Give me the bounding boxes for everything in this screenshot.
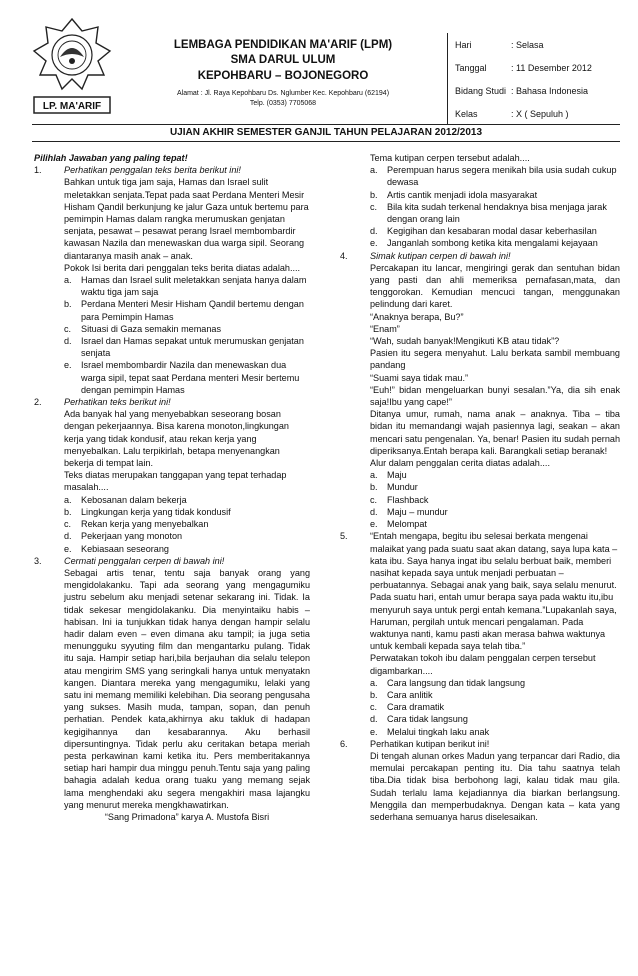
- question-number: 5.: [340, 531, 348, 542]
- story-line: “Wah, sudah banyak!Mengikuti KB atau tidak”?: [370, 336, 560, 347]
- option-text: Cara tidak langsung: [387, 714, 468, 725]
- school-location: KEPOHBARU – BOJONEGORO: [197, 70, 369, 82]
- option-d[interactable]: [64, 335, 310, 359]
- school-address: Alamat : Jl. Raya Kepohbaru Ds. Nglumber Kec. Kepohbaru (62194): [176, 90, 390, 97]
- story-source: “Sang Primadona” karya A. Mustofa Bisri: [104, 811, 270, 822]
- option-b[interactable]: [64, 298, 310, 322]
- option-text: Israel membombardir Nazila dan menewaskan dua warga sipil, tepat saat Perdana menteri Mesir bertemu dengan pemimpin Hamas: [81, 360, 300, 395]
- question-stem: Teks diatas merupakan tanggapan yang tepat terhadap masalah....: [64, 470, 287, 493]
- option-letter: d.: [64, 531, 72, 542]
- option-letter: d.: [64, 336, 72, 347]
- info-label: Kelas: [455, 108, 478, 119]
- option-letter: d.: [370, 226, 378, 237]
- option-text: Cara dramatik: [387, 702, 445, 713]
- option-letter: e.: [370, 519, 378, 530]
- question-stem: Alur dalam penggalan cerita diatas adalah....: [370, 458, 550, 469]
- option-c[interactable]: [64, 323, 310, 335]
- question-stem: Tema kutipan cerpen tersebut adalah....: [370, 153, 530, 163]
- question-4: [340, 250, 620, 531]
- option-e[interactable]: [64, 359, 310, 396]
- right-column: [340, 152, 620, 823]
- question-number: 6.: [340, 738, 348, 749]
- option-b[interactable]: [370, 481, 620, 493]
- option-c[interactable]: [64, 518, 310, 530]
- option-e[interactable]: [64, 543, 310, 555]
- story-line: “Suami saya tidak mau.”: [370, 372, 469, 383]
- option-a[interactable]: [64, 274, 310, 298]
- info-value: : 11 Desember 2012: [511, 62, 592, 73]
- info-row-date: [448, 56, 621, 79]
- option-text: Flashback: [387, 494, 429, 505]
- option-letter: c.: [370, 494, 378, 505]
- option-text: Janganlah sombong ketika kita mengalami kejayaan: [387, 238, 598, 249]
- option-text: Kebiasaan seseorang: [81, 543, 169, 554]
- instruction: Pilihlah Jawaban yang paling tepat!: [34, 153, 188, 163]
- option-text: Mundur: [387, 482, 418, 493]
- option-text: Israel dan Hamas sepakat untuk merumuskan genjatan senjata: [81, 336, 304, 359]
- question-1: [34, 164, 310, 396]
- story-line: “Euh!” bidan mengeluarkan bunyi sesalan.”Ya, dia sih enak saja!Ibu yang cape!”: [370, 384, 620, 408]
- option-e[interactable]: [370, 518, 620, 530]
- option-text: Melompat: [387, 519, 427, 530]
- option-d[interactable]: [64, 530, 310, 542]
- info-value: : Selasa: [511, 39, 544, 50]
- divider: [32, 124, 620, 125]
- option-letter: e.: [370, 726, 378, 737]
- info-value: : X ( Sepuluh ): [511, 108, 569, 119]
- school-header: [118, 38, 448, 109]
- question-number: 2.: [34, 397, 42, 408]
- option-letter: a.: [64, 275, 72, 286]
- question-prompt: Cermati penggalan cerpen di bawah ini!: [64, 555, 225, 566]
- question-stem: Pokok Isi berita dari penggalan teks berita diatas adalah....: [64, 262, 301, 273]
- story-line: Ditanya umur, rumah, nama anak – anaknya. Tiba – tiba bidan itu memandangi wajah pasiennya lagi, seakan – akan mencari satu pengenalan. Ya, benar! Pasien itu sudah pernah diperiksanya.Entah berapa kali. Barangkali setiap beranak!: [370, 409, 620, 456]
- exam-title: UJIAN AKHIR SEMESTER GANJIL TAHUN PELAJARAN 2012/2013: [169, 127, 483, 138]
- question-3: [34, 555, 310, 823]
- option-text: Situasi di Gaza semakin memanas: [81, 323, 222, 334]
- option-letter: e.: [64, 360, 72, 371]
- question-5: [340, 530, 620, 737]
- divider: [32, 141, 620, 142]
- option-letter: d.: [370, 506, 378, 517]
- option-text: Bila kita sudah terkenal hendaknya bisa menjaga jarak dengan orang lain: [387, 201, 607, 225]
- institution-name: LEMBAGA PENDIDIKAN MA'ARIF (LPM): [173, 39, 393, 51]
- option-d[interactable]: [370, 713, 620, 725]
- question-number: 3.: [34, 555, 42, 566]
- school-logo: [30, 17, 114, 119]
- option-text: Cara langsung dan tidak langsung: [387, 677, 526, 688]
- story-line: Percakapan itu lancar, mengiringi gerak dan sentuhan bidan yang pasti dan ahli memeriksa pernafasan,mata, dan tenggorokan. Kemudian mencuci tangan, menggunakan pelindung dari karet.: [370, 262, 620, 310]
- question-stem: Perwatakan tokoh ibu dalam penggalan cerpen tersebut digambarkan....: [370, 653, 596, 676]
- story-line: “Enam”: [370, 323, 400, 334]
- option-d[interactable]: [370, 225, 620, 237]
- info-row-class: [448, 102, 621, 125]
- info-label: Tanggal: [455, 62, 487, 73]
- school-phone: Telp. (0353) 7705068: [249, 100, 317, 107]
- option-letter: b.: [370, 482, 378, 493]
- question-text: Bahkan untuk tiga jam saja, Hamas dan Israel sulit meletakkan senjata.Tepat pada saat Perdana Menteri Mesir Hisham Qandil berkunjung ke jalur Gaza untuk bertemu para pemimpin Hamas dalam rangka merumuskan genjatan senjata, pesawat – pesawat perang Israel membombardir kawasan Nazila dan menewaskan dua warga sipil. Seorang diantaranya masih anak – anak.: [64, 177, 309, 261]
- option-letter: b.: [370, 689, 378, 700]
- question-prompt: Perhatikan teks berikut ini!: [64, 397, 171, 408]
- option-letter: d.: [370, 714, 378, 725]
- question-6: [340, 738, 620, 823]
- option-text: Hamas dan Israel sulit meletakkan senjata hanya dalam waktu tiga jam saja: [81, 275, 307, 298]
- question-prompt: Simak kutipan cerpen di bawah ini!: [370, 250, 511, 261]
- option-text: Lingkungan kerja yang tidak kondusif: [81, 506, 231, 517]
- info-row-day: [448, 33, 621, 56]
- option-text: Kegigihan dan kesabaran modal dasar keberhasilan: [387, 226, 597, 237]
- option-b[interactable]: [370, 689, 620, 701]
- option-e[interactable]: [370, 237, 620, 249]
- info-value: : Bahasa Indonesia: [511, 85, 589, 96]
- option-letter: c.: [64, 519, 72, 530]
- logo-text: LP. MA'ARIF: [42, 101, 102, 112]
- option-text: Maju – mundur: [387, 506, 448, 517]
- question-number: 1.: [34, 165, 42, 176]
- question-prompt: Perhatikan kutipan berikut ini!: [370, 738, 490, 749]
- question-text: Ada banyak hal yang menyebabkan seseorang bosan dengan pekerjaannya. Bisa karena monoton,lingkungan kerja yang tidak kondusif, atau rekan kerja yang menyebalkan. Lalu terpikirlah, betapa menyenangkan bekerja di tempat lain.: [64, 409, 289, 469]
- option-text: Melalui tingkah laku anak: [387, 726, 490, 737]
- option-letter: a.: [370, 677, 378, 688]
- option-e[interactable]: [370, 726, 620, 738]
- story-line: Pasien itu segera menyahut. Lalu berkata sambil membuang pandang: [370, 348, 620, 371]
- question-text: Di tengah alunan orkes Madun yang terpancar dari Radio, dia memulai percakapan penting itu. Dia tahu saatnya telah tiba.Dia tidak bisa berbohong lagi, kalau tidak mau gila. Sudah terlalu lama kejadiannya dia biarkan berlangsung. Menggila dan memperbudaknya. Dengan kata – kata yang sederhana semuanya harus diselesaikan.: [370, 750, 620, 822]
- option-text: Perempuan harus segera menikah bila usia sudah cukup dewasa: [387, 165, 617, 188]
- option-letter: c.: [370, 702, 378, 713]
- option-letter: b.: [64, 506, 72, 517]
- exam-info: [447, 33, 621, 125]
- info-label: Bidang Studi: [455, 85, 507, 96]
- option-text: Artis cantik menjadi idola masyarakat: [387, 189, 538, 200]
- option-letter: e.: [64, 543, 72, 554]
- left-column: [34, 152, 310, 823]
- option-a[interactable]: [64, 494, 310, 506]
- info-row-subject: [448, 79, 621, 102]
- info-label: Hari: [455, 39, 472, 50]
- option-c[interactable]: [370, 201, 620, 225]
- option-c[interactable]: [370, 494, 620, 506]
- story-line: “Anaknya berapa, Bu?”: [370, 311, 464, 322]
- option-letter: e.: [370, 238, 378, 249]
- option-text: Kebosanan dalam bekerja: [81, 494, 187, 505]
- question-prompt: Perhatikan penggalan teks berita berikut ini!: [64, 165, 241, 176]
- option-letter: a.: [370, 470, 378, 481]
- school-name: SMA DARUL ULUM: [230, 54, 336, 66]
- option-c[interactable]: [370, 701, 620, 713]
- question-3-continued: [340, 152, 620, 250]
- option-text: Rekan kerja yang menyebalkan: [81, 519, 209, 530]
- option-a[interactable]: [370, 677, 620, 689]
- option-b[interactable]: [64, 506, 310, 518]
- option-letter: a.: [64, 494, 72, 505]
- option-text: Cara anlitik: [387, 689, 433, 700]
- option-letter: b.: [370, 189, 378, 200]
- option-text: Maju: [387, 470, 407, 481]
- option-letter: b.: [64, 299, 72, 310]
- question-text: Sebagai artis tenar, tentu saja banyak orang yang mengidolakanku. Tapi ada seorang yang mengagumiku justru sebelum aku menjadi setenar sekarang ini. Tidak. Ia tidak sekesar mengidolakanku. Dia menyintaiku habis – habisan. Ini ia tunjukkan tidak hanya dengan hampir selalu hadir dalam even – even dimana aku tampil; ia juga setia menungguku syyuting film dan mengantarku pulang. Tidak itu saja. Hampir setiap hari,bila berjauhan dia selalu telepon atau mengirim SMS yang seringkali hanya untuk menyatakn kangen. Diantara mereka yang mengagumiku, lelaki yang satu ini memang memiliki kelebihan. Dia seorang pengusaha yang sukses. Masih muda, tampan, sopan, dan penuh perhatian. Pendek kata,akhirnya aku takluk di hadapan kegigihannya dan kesabarannya. Aku berhasil dipersuntingnya. Tidak perlu aku ceritakan betapa meriah pesta perkawinan kami ketika itu. Pers memberitakannya setiap hari hampir dua minggu penuh.Tentu saja yang paling bahagia adalah kedua orang tuaku yang memang sejak lama menghendaki aku segera mengakhiri masa lajangku yang menurut mereka mengkhawatirkan.: [64, 567, 310, 810]
- option-d[interactable]: [370, 506, 620, 518]
- option-text: Perdana Menteri Mesir Hisham Qandil bertemu dengan para Pemimpin Hamas: [81, 299, 304, 322]
- option-a[interactable]: [370, 469, 620, 481]
- question-number: 4.: [340, 250, 348, 261]
- question-text: “Entah mengapa, begitu ibu selesai berkata mengenai malaikat yang pada suatu saat akan datang, saya lupa kata – kata ibu. Saya hanya ingat ibu selalu berbuat baik, memberi nasihat kepada saya untuk menjadi perbuatan – perbuatannya. Sebagai anak yang baik, saya selalu menurut. Pada suatu hari, entah umur berapa saya pada waktu itu,ibu menyuruh saya untuk pergi entah kemana.”Lupakanlah saya, Haruman, pergilah untuk mencari pengalaman. Pada waktunya nanti, kamu pasti akan merasa bahwa waktunya untuk kembali kepada saya telah tiba.”: [370, 531, 618, 652]
- option-text: Pekerjaan yang monoton: [81, 531, 183, 542]
- option-letter: c.: [64, 323, 72, 334]
- option-b[interactable]: [370, 189, 620, 201]
- question-2: [34, 396, 310, 555]
- option-letter: c.: [370, 201, 378, 212]
- option-a[interactable]: [370, 164, 620, 188]
- option-letter: a.: [370, 165, 378, 176]
